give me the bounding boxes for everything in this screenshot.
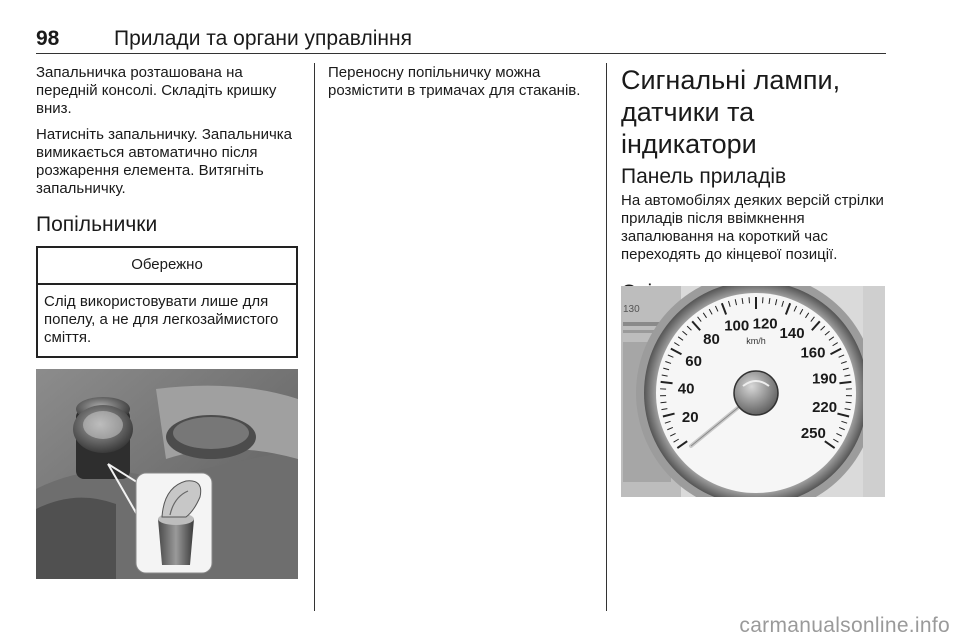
gauge-tick (661, 382, 673, 383)
paragraph-lighter-use: Натисніть запальничку. Запальничка вимикається автоматично після розжарення елемента. Витягніть запальничку. (36, 126, 293, 197)
warning-box (36, 246, 298, 358)
page-number: 98 (36, 27, 60, 50)
watermark-text: carmanualsonline.info (739, 614, 950, 637)
heading-instrument-panel: Панель приладів (621, 165, 787, 188)
heading-warning-lights: Сигнальні лампи, датчики та індикатори (621, 65, 841, 159)
gauge-label: 140 (779, 324, 805, 342)
gauge-label: 20 (681, 408, 699, 426)
left-readout: 130 (623, 304, 640, 315)
page-header (36, 27, 886, 54)
column-2 (328, 64, 600, 108)
gauge-label: 190 (811, 370, 837, 388)
gauge-label: 80 (703, 330, 720, 348)
gauge-label: 220 (812, 398, 838, 416)
gauge-label: 250 (800, 425, 826, 443)
gauge-label: 100 (724, 317, 750, 335)
gauge-label: 120 (752, 315, 778, 333)
paragraph-instrument-sweep: На автомобілях деяких версій стрілки приладів після ввімкнення запалювання на короткий час переходять до кінцевої позиції. (621, 192, 884, 263)
speed-unit: km/h (746, 336, 766, 346)
gauge-tick (660, 402, 666, 403)
column-1 (36, 64, 300, 358)
gauge-label: 40 (677, 380, 695, 398)
column-3 (621, 64, 889, 316)
paragraph-portable-ashtray: Переносну попільничку можна розмістити в тримачах для стаканів. (328, 64, 581, 99)
warning-title: Обережно (38, 248, 296, 285)
page-title: Прилади та органи управління (114, 27, 412, 50)
speedometer-illustration (621, 286, 885, 497)
warning-text: Слід використовувати лише для попелу, а не для легкозаймистого сміття. (44, 293, 279, 346)
gauge-tick (839, 382, 851, 383)
gauge-label: 160 (800, 344, 826, 362)
paragraph-lighter-location: Запальничка розташована на передній консолі. Складіть кришку вниз. (36, 64, 277, 117)
column-divider-2 (606, 63, 607, 611)
heading-ashtrays: Попільнички (36, 213, 158, 236)
gauge-label: 60 (685, 353, 702, 371)
gauge-tick (846, 402, 852, 403)
ashtray-illustration (36, 369, 298, 579)
column-divider-1 (314, 63, 315, 611)
